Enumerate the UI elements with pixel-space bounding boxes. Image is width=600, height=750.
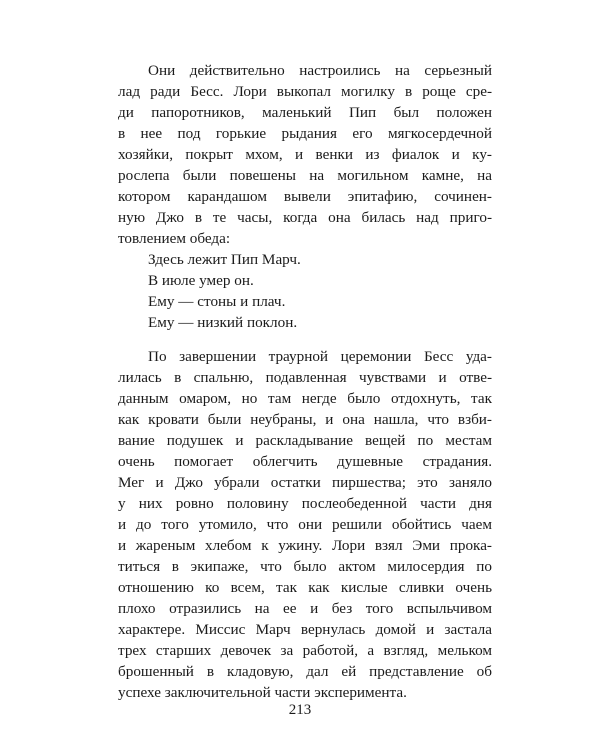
text-line: рослепа были повешены на могильном камне, на: [118, 167, 492, 184]
text-line: По завершении траурной церемонии Бесс уда-: [148, 348, 492, 365]
text-line: товлением обеда:: [118, 230, 231, 247]
text-line: характере. Миссис Марч вернулась домой и застала: [118, 621, 492, 638]
text-line: успехе заключительной части эксперимента.: [118, 684, 407, 701]
text-line: Мег и Джо убрали остатки пиршества; это заняло: [118, 474, 492, 491]
text-line: как кровати были неубраны, и она нашла, что взби-: [118, 411, 492, 428]
text-line: котором карандашом вывели эпитафию, сочинен-: [118, 188, 492, 205]
text-line: вание подушек и раскладывание вещей по местам: [118, 432, 492, 449]
text-line: брошенный в кладовую, дал ей представление об: [118, 663, 492, 680]
text-line: ную Джо в те часы, когда она билась над приго-: [118, 209, 492, 226]
text-line: хозяйки, покрыт мхом, и венки из фиалок и ку-: [118, 146, 492, 163]
text-line: очень помогает облегчить душевные страдания.: [118, 453, 492, 470]
page-number: 213: [288, 702, 312, 718]
text-line: титься в экипаже, что было актом милосердия по: [118, 558, 492, 575]
verse-line: Здесь лежит Пип Марч.: [148, 251, 301, 268]
text-line: и до того утомило, что они решили обойтись чаем: [118, 516, 492, 533]
text-line: и жареным хлебом к ужину. Лори взял Эми прока-: [118, 537, 492, 554]
verse-line: В июле умер он.: [148, 272, 254, 289]
verse-line: Ему — стоны и плач.: [148, 293, 286, 310]
text-line: ди папоротников, маленький Пип был положен: [118, 104, 492, 121]
text-line: плохо отразились на ее и без того вспыльчивом: [118, 600, 492, 617]
text-line: данным омаром, но там негде было отдохнуть, так: [118, 390, 492, 407]
text-line: в нее под горькие рыдания его мягкосердечной: [118, 125, 492, 142]
text-line: у них ровно половину послеобеденной части дня: [118, 495, 492, 512]
text-line: отношению ко всем, так как кислые сливки очень: [118, 579, 492, 596]
text-line: Они действительно настроились на серьезный: [148, 62, 492, 79]
verse-line: Ему — низкий поклон.: [148, 314, 298, 331]
text-line: трех старших девочек за работой, а взгляд, мельком: [118, 642, 492, 659]
text-line: лилась в спальню, подавленная чувствами и отве-: [118, 369, 492, 386]
text-line: лад ради Бесс. Лори выкопал могилку в роще сре-: [118, 83, 492, 100]
